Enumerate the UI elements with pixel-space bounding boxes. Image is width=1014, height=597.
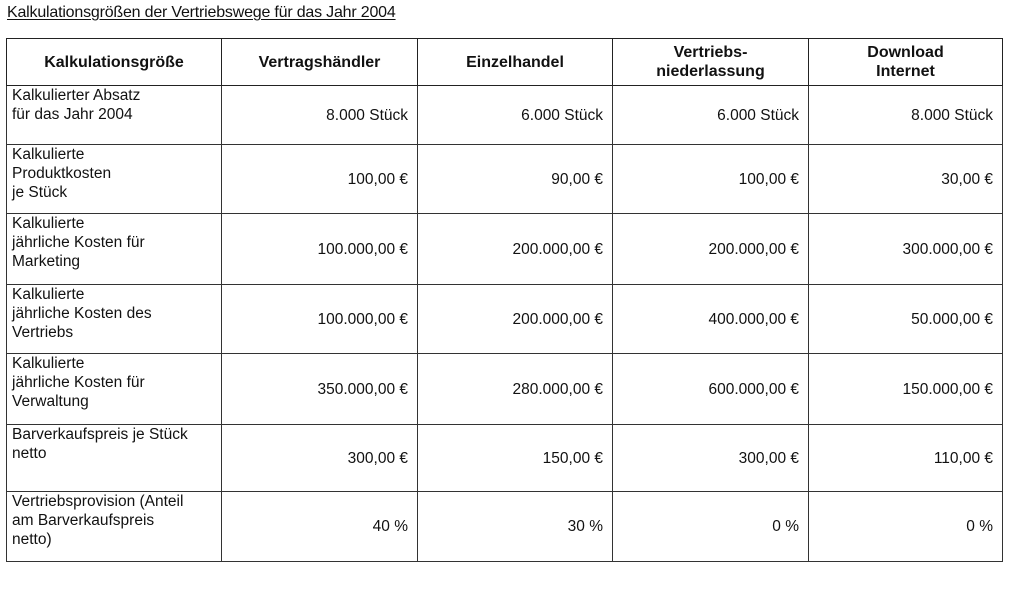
header-download-internet: Download Internet [809,39,1003,86]
cell-value: 200.000,00 € [418,285,613,354]
cell-value: 100,00 € [613,145,809,214]
cell-value: 0 % [809,492,1003,562]
cell-value: 0 % [613,492,809,562]
cell-value: 6.000 Stück [613,86,809,145]
row-label: Vertriebsprovision (Anteil am Barverkaufspreis netto) [7,492,222,562]
cell-value: 300,00 € [613,425,809,492]
table-caption: Kalkulationsgrößen der Vertriebswege für das Jahr 2004 [7,4,396,21]
table-row [7,492,1003,562]
table-row [7,145,1003,214]
row-label: Kalkulierte jährliche Kosten für Verwaltung [7,354,222,425]
cell-value: 100,00 € [222,145,418,214]
row-label: Kalkulierte Produktkosten je Stück [7,145,222,214]
header-vertragshaendler: Vertragshändler [222,39,418,86]
table-row [7,86,1003,145]
table-row [7,285,1003,354]
cell-value: 300.000,00 € [809,214,1003,285]
header-kalkulationsgroesse: Kalkulationsgröße [7,39,222,86]
cell-value: 400.000,00 € [613,285,809,354]
table-row [7,214,1003,285]
cell-value: 100.000,00 € [222,285,418,354]
header-vertriebsniederlassung: Vertriebs- niederlassung [613,39,809,86]
cell-value: 200.000,00 € [613,214,809,285]
cell-value: 8.000 Stück [222,86,418,145]
cell-value: 300,00 € [222,425,418,492]
calculation-table [6,38,1003,562]
cell-value: 90,00 € [418,145,613,214]
header-einzelhandel: Einzelhandel [418,39,613,86]
cell-value: 200.000,00 € [418,214,613,285]
cell-value: 350.000,00 € [222,354,418,425]
cell-value: 8.000 Stück [809,86,1003,145]
cell-value: 30 % [418,492,613,562]
cell-value: 6.000 Stück [418,86,613,145]
table-row [7,354,1003,425]
row-label: Kalkulierter Absatz für das Jahr 2004 [7,86,222,145]
cell-value: 280.000,00 € [418,354,613,425]
cell-value: 600.000,00 € [613,354,809,425]
row-label: Barverkaufspreis je Stück netto [7,425,222,492]
cell-value: 150.000,00 € [809,354,1003,425]
cell-value: 150,00 € [418,425,613,492]
cell-value: 50.000,00 € [809,285,1003,354]
table-row [7,425,1003,492]
cell-value: 40 % [222,492,418,562]
row-label: Kalkulierte jährliche Kosten für Marketing [7,214,222,285]
cell-value: 100.000,00 € [222,214,418,285]
cell-value: 30,00 € [809,145,1003,214]
row-label: Kalkulierte jährliche Kosten des Vertriebs [7,285,222,354]
cell-value: 110,00 € [809,425,1003,492]
header-row [7,39,1003,86]
